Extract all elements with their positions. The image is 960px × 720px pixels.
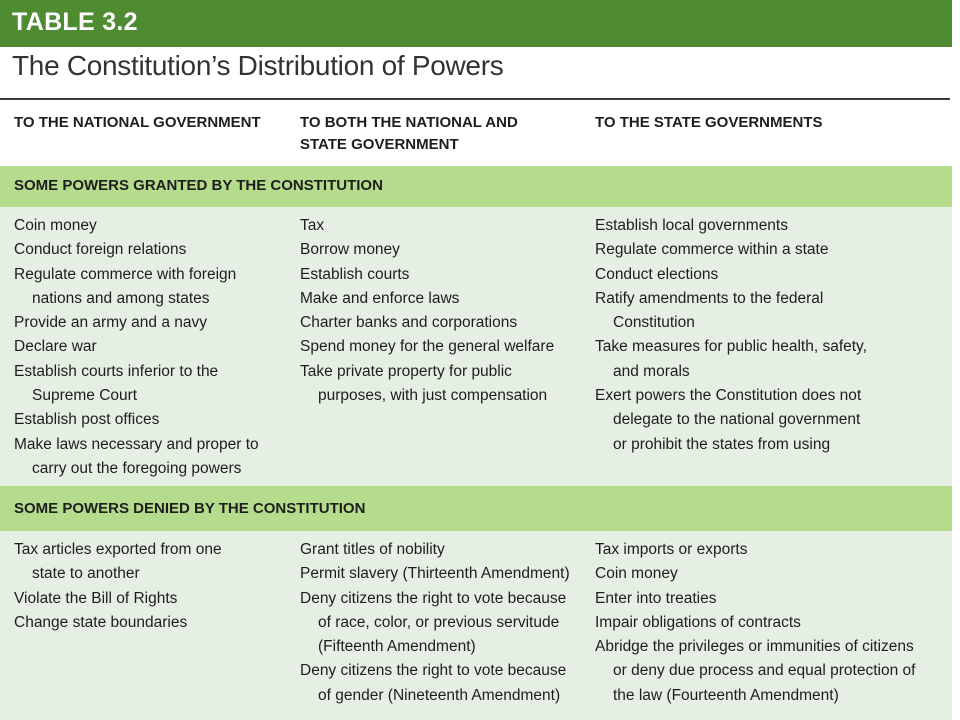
power-item: Abridge the privileges or immunities of citizens or deny due process and equal protection of the law (Fourteenth Amendment): [595, 638, 916, 704]
section-band-denied: [0, 486, 952, 531]
denied-national-column: [14, 538, 244, 635]
denied-state-column: [595, 538, 925, 708]
section-band-granted: [0, 166, 952, 207]
power-item: Borrow money: [300, 241, 400, 259]
power-item: Conduct foreign relations: [14, 241, 187, 259]
power-item: Coin money: [595, 565, 678, 583]
power-item: Permit slavery (Thirteenth Amendment): [300, 565, 570, 583]
power-item: Take measures for public health, safety, and morals: [595, 338, 867, 380]
power-item: Deny citizens the right to vote because of gender (Nineteenth Amendment): [300, 662, 567, 704]
power-item: Ratify amendments to the federal Constitution: [595, 289, 824, 332]
column-header-state: TO THE STATE GOVERNMENTS: [595, 114, 823, 131]
table-title: The Constitution’s Distribution of Powers: [12, 50, 504, 81]
power-item: Regulate commerce within a state: [595, 241, 829, 259]
power-item: Impair obligations of contracts: [595, 613, 801, 631]
denied-state-list: [595, 538, 925, 708]
power-item: Establish courts: [300, 265, 410, 283]
granted-both-column: [300, 214, 562, 408]
denied-both-column: [300, 538, 580, 708]
page-edge: [952, 0, 960, 720]
power-item: Take private property for public purposes, with just compensation: [300, 362, 548, 405]
power-item: Change state boundaries: [14, 613, 188, 631]
power-item: Make laws necessary and proper to carry out the foregoing powers: [14, 435, 259, 477]
section-title-granted: SOME POWERS GRANTED BY THE CONSTITUTION: [14, 177, 383, 194]
power-item: Establish post offices: [14, 411, 160, 429]
table-label-banner: [0, 0, 952, 47]
power-item: Grant titles of nobility: [300, 541, 445, 558]
granted-both-list: [300, 214, 562, 408]
power-item: Deny citizens the right to vote because of race, color, or previous servitude (Fifteenth Amendment): [300, 589, 567, 656]
power-item: Conduct elections: [595, 265, 719, 283]
table-label: TABLE 3.2: [12, 8, 138, 36]
power-item: Enter into treaties: [595, 589, 717, 607]
power-item: Tax imports or exports: [595, 541, 748, 558]
power-item: Charter banks and corporations: [300, 314, 518, 332]
power-item: Violate the Bill of Rights: [14, 589, 178, 607]
power-item: Make and enforce laws: [300, 289, 460, 307]
granted-state-column: [595, 214, 875, 457]
power-item: Exert powers the Constitution does not delegate to the national government or prohibit the states from using: [595, 387, 862, 453]
power-item: Establish courts inferior to the Supreme Court: [14, 362, 219, 405]
section-title-denied: SOME POWERS DENIED BY THE CONSTITUTION: [14, 500, 366, 517]
power-item: Coin money: [14, 217, 97, 234]
power-item: Regulate commerce with foreign nations and among states: [14, 265, 237, 307]
granted-national-list: [14, 214, 266, 481]
power-item: Provide an army and a navy: [14, 314, 207, 332]
granted-state-list: [595, 214, 875, 457]
power-item: Declare war: [14, 338, 97, 356]
granted-national-column: [14, 214, 266, 481]
column-header-national: TO THE NATIONAL GOVERNMENT: [14, 114, 261, 131]
denied-both-list: [300, 538, 580, 708]
power-item: Spend money for the general welfare: [300, 338, 555, 356]
denied-national-list: [14, 538, 244, 635]
power-item: Tax: [300, 217, 325, 234]
power-item: Establish local governments: [595, 217, 788, 234]
power-item: Tax articles exported from one state to another: [14, 541, 222, 583]
header-divider: [0, 98, 950, 100]
column-header-both: TO BOTH THE NATIONAL AND STATE GOVERNMENT: [300, 114, 518, 153]
